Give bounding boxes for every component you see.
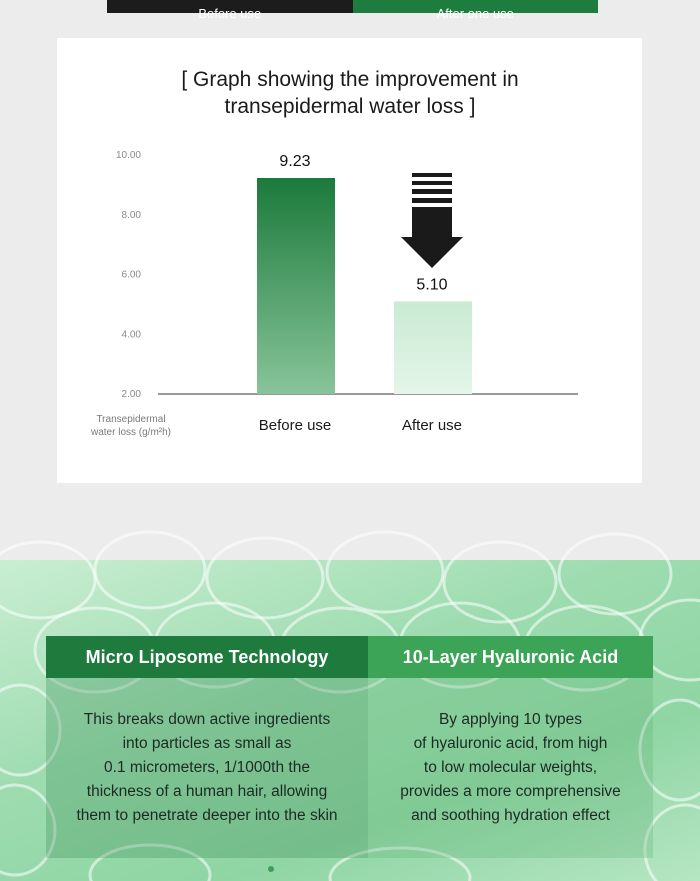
decrease-arrow-icon	[401, 173, 463, 268]
feature-line: This breaks down active ingredients	[83, 711, 331, 728]
tab-before: Before use	[107, 0, 353, 13]
feature-line: and soothing hydration effect	[411, 807, 610, 824]
bar-after-use	[394, 301, 472, 394]
y-axis-label-line-2: water loss (g/m²h)	[90, 427, 172, 438]
y-tick-label: 10.00	[115, 150, 141, 161]
y-axis-label-line-1: Transepidermal	[96, 414, 166, 425]
feature-line: of hyaluronic acid, from high	[413, 735, 608, 752]
chart-title-line-2: transepidermal water loss ]	[224, 95, 476, 118]
feature-card-micro-liposome	[46, 636, 368, 858]
feature-description	[46, 678, 368, 858]
feature-card-hyaluronic-acid	[368, 636, 653, 858]
feature-section	[0, 560, 700, 881]
tab-after: After one use	[353, 0, 599, 13]
feature-heading: Micro Liposome Technology	[46, 636, 368, 678]
feature-heading: 10-Layer Hyaluronic Acid	[368, 636, 653, 678]
bar-value-label: 9.23	[279, 153, 311, 171]
x-category-label: After use	[401, 417, 463, 434]
feature-line: By applying 10 types	[438, 711, 583, 728]
chart-title-line-1: [ Graph showing the improvement in	[181, 68, 519, 91]
feature-line: provides a more comprehensive	[400, 783, 621, 800]
feature-line: thickness of a human hair, allowing	[86, 783, 328, 800]
bar-before-use	[257, 178, 335, 394]
y-tick-label: 2.00	[121, 389, 141, 400]
feature-description	[368, 678, 653, 858]
pagination-dot	[268, 866, 274, 872]
y-tick-label: 4.00	[121, 329, 141, 341]
feature-line: into particles as small as	[122, 735, 292, 752]
y-tick-label: 8.00	[121, 209, 141, 221]
bar-value-label: 5.10	[416, 276, 448, 294]
feature-line: to low molecular weights,	[423, 759, 598, 776]
y-tick-label: 6.00	[121, 269, 141, 281]
x-category-label: Before use	[258, 417, 332, 434]
feature-line: 0.1 micrometers, 1/1000th the	[104, 759, 310, 776]
feature-line: them to penetrate deeper into the skin	[76, 807, 338, 824]
